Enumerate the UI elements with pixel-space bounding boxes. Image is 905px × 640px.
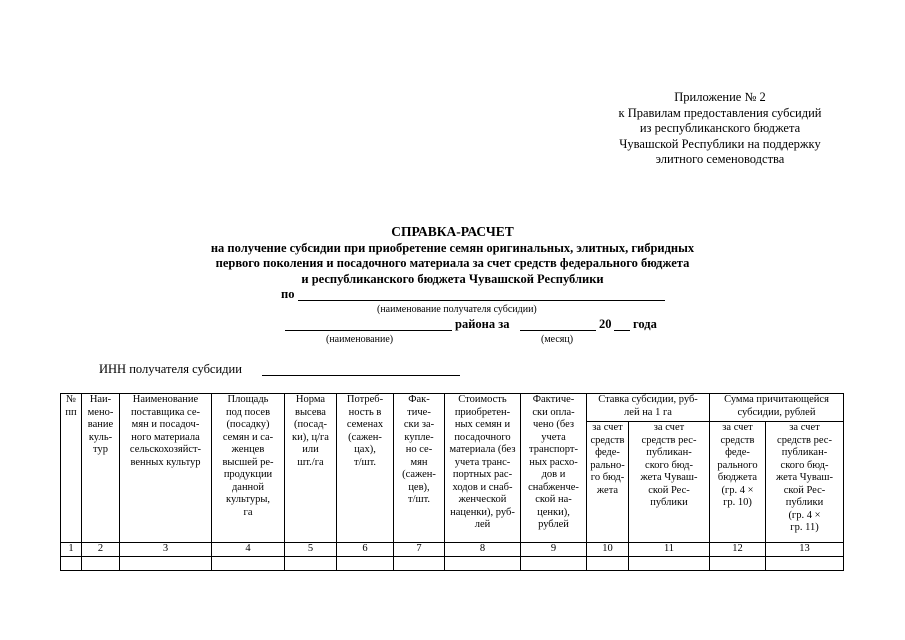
year-prefix: 20: [599, 317, 612, 331]
table-cell[interactable]: [337, 556, 394, 570]
column-number: 4: [212, 543, 285, 557]
table-cell[interactable]: [710, 556, 766, 570]
month-field[interactable]: [520, 330, 596, 331]
column-number: 1: [61, 543, 82, 557]
table-cell[interactable]: [766, 556, 844, 570]
inn-field[interactable]: [262, 375, 460, 376]
col-header-supplier: Наименование поставщика се- мян и посадоч- ного материала сельскохозяйст- венных культур: [120, 394, 212, 543]
col-header-paid: Фактиче- ски опла- чено (без учета транспорт- ных расхо- дов и снабженче- ской на- ценки), рублей: [521, 394, 587, 543]
appendix-header: [560, 90, 880, 168]
inn-label: ИНН получателя субсидии: [99, 362, 242, 376]
col-header-area: Площадь под посев (посадку) семян и са- женцев высшей ре- продукции данной культуры, га: [212, 394, 285, 543]
column-number: 13: [766, 543, 844, 557]
col-header-amount-federal: за счет средств феде- рального бюджета (гр. 4 × гр. 10): [710, 422, 766, 543]
col-header-crop: Наи- мено- вание куль- тур: [82, 394, 120, 543]
col-header-rate-federal: за счет средств феде- рально- го бюд- жета: [587, 422, 629, 543]
title-subline: на получение субсидии при приобретение семян оригинальных, элитных, гибридных: [210, 240, 695, 255]
col-header-number: № пп: [61, 394, 82, 543]
po-label: по: [281, 287, 295, 301]
column-number-row: [61, 543, 844, 557]
title-subline: первого поколения и посадочного материала за счет средств федерального бюджета: [215, 256, 690, 270]
title-main: СПРАВКА-РАСЧЕТ: [391, 224, 514, 239]
recipient-name-field[interactable]: [298, 300, 665, 301]
column-number: 8: [445, 543, 521, 557]
column-number: 2: [82, 543, 120, 557]
table-cell[interactable]: [587, 556, 629, 570]
col-header-cost: Стоимость приобретен- ных семян и посадочного материала (без учета транс- портных рас- ходов и снаб- женческой наценки), руб- лей: [445, 394, 521, 543]
table-cell[interactable]: [120, 556, 212, 570]
column-number: 10: [587, 543, 629, 557]
col-group-subsidy-amount: Сумма причитающейся субсидии, рублей: [710, 394, 844, 422]
table-cell[interactable]: [445, 556, 521, 570]
table-cell[interactable]: [212, 556, 285, 570]
col-header-purchased: Фак- тиче- ски за- купле- но се- мян (сажен- цев), т/шт.: [394, 394, 445, 543]
appendix-line: Приложение № 2: [674, 90, 766, 104]
column-number: 12: [710, 543, 766, 557]
appendix-line: Чувашской Республики на поддержку: [619, 136, 821, 151]
column-number: 6: [337, 543, 394, 557]
appendix-line: элитного семеноводства: [655, 152, 785, 166]
month-caption: (месяц): [541, 334, 574, 345]
year-label: года: [633, 317, 657, 331]
col-header-rate-republic: за счет средств рес- публикан- ского бюд- жета Чуваш- ской Рес- публики: [629, 422, 710, 543]
calculation-table: [60, 393, 844, 571]
recipient-caption: (наименование получателя субсидии): [377, 304, 537, 315]
table-cell[interactable]: [285, 556, 337, 570]
table-cell[interactable]: [629, 556, 710, 570]
column-number: 11: [629, 543, 710, 557]
document-title: [0, 224, 905, 287]
column-number: 5: [285, 543, 337, 557]
title-subline: и республиканского бюджета Чувашской Республики: [301, 271, 604, 286]
name-caption: (наименование): [326, 334, 394, 345]
col-header-amount-republic: за счет средств рес- публикан- ского бюд- жета Чуваш- ской Рес- публики (гр. 4 × гр. 11): [766, 422, 844, 543]
table-cell[interactable]: [521, 556, 587, 570]
col-header-seed-need: Потреб- ность в семенах (сажен- цах), т/шт.: [337, 394, 394, 543]
column-number: 9: [521, 543, 587, 557]
col-group-subsidy-rate: Ставка субсидии, руб- лей на 1 га: [587, 394, 710, 422]
table-cell[interactable]: [82, 556, 120, 570]
appendix-line: из республиканского бюджета: [639, 121, 801, 135]
column-number: 3: [120, 543, 212, 557]
district-label: района за: [455, 317, 510, 331]
appendix-line: к Правилам предоставления субсидий: [618, 105, 822, 120]
table-row: [61, 556, 844, 570]
table-cell[interactable]: [394, 556, 445, 570]
table-cell[interactable]: [61, 556, 82, 570]
col-header-seeding-rate: Норма высева (посад- ки), ц/га или шт./га: [285, 394, 337, 543]
year-field[interactable]: [614, 330, 630, 331]
district-name-field[interactable]: [285, 330, 452, 331]
column-number: 7: [394, 543, 445, 557]
